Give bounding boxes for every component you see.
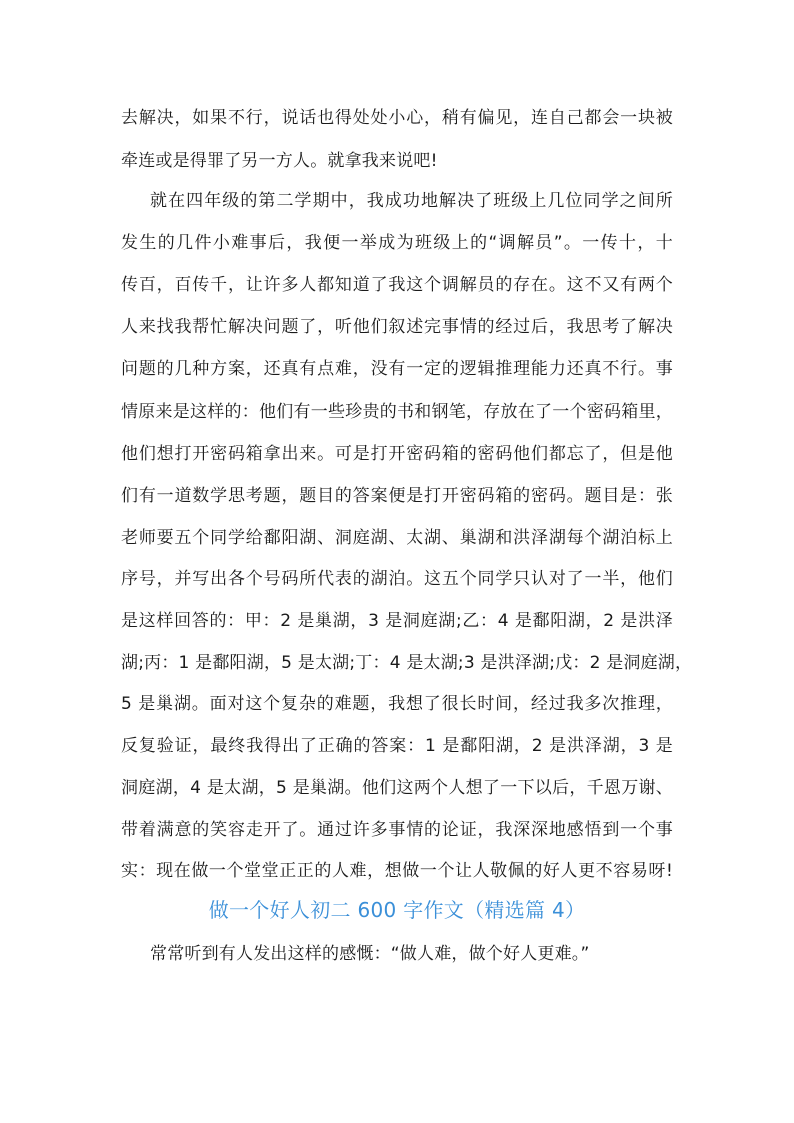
section-heading: 做一个好人初二 600 字作文（精选篇 4） (208, 898, 586, 922)
paragraph-2-line-16: 带着满意的笑容走开了。通过许多事情的论证，我深深地感悟到一个事 (121, 820, 673, 840)
paragraph-2-line-17: 实：现在做一个堂堂正正的人难，想做一个让人敬佩的好人更不容易呀! (121, 861, 673, 881)
paragraph-2-line-1: 就在四年级的第二学期中，我成功地解决了班级上几位同学之间所 (150, 191, 673, 211)
paragraph-2-line-6: 情原来是这样的：他们有一些珍贵的书和钢笔，存放在了一个密码箱里， (121, 402, 673, 422)
paragraph-2-line-8: 们有一道数学思考题，题目的答案便是打开密码箱的密码。题目是：张 (121, 486, 673, 506)
paragraph-2-line-3: 传百，百传千，让许多人都知道了我这个调解员的存在。这不又有两个 (121, 275, 673, 295)
paragraph-2-line-2: 发生的几件小难事后，我便一举成为班级上的“调解员”。一传十，十 (121, 233, 673, 253)
paragraph-2-line-7: 他们想打开密码箱拿出来。可是打开密码箱的密码他们都忘了，但是他 (121, 444, 673, 464)
paragraph-2-line-15: 洞庭湖，4 是太湖，5 是巢湖。他们这两个人想了一下以后，千恩万谢、 (121, 778, 673, 798)
paragraph-2-line-12: 湖;丙：1 是鄱阳湖，5 是太湖;丁：4 是太湖;3 是洪泽湖;戊：2 是洞庭湖， (121, 653, 693, 673)
paragraph-2-line-9: 老师要五个同学给鄱阳湖、洞庭湖、太湖、巢湖和洪泽湖每个湖泊标上 (121, 528, 673, 548)
paragraph-1-line-1: 去解决，如果不行，说话也得处处小心，稍有偏见，连自己都会一块被 (121, 108, 673, 128)
paragraph-2-line-10: 序号，并写出各个号码所代表的湖泊。这五个同学只认对了一半，他们 (121, 569, 673, 589)
paragraph-2-line-4: 人来找我帮忙解决问题了，听他们叙述完事情的经过后，我思考了解决 (121, 317, 673, 337)
paragraph-2-line-11: 是这样回答的：甲：2 是巢湖，3 是洞庭湖;乙：4 是鄱阳湖，2 是洪泽 (121, 611, 673, 631)
paragraph-2-line-13: 5 是巢湖。面对这个复杂的难题，我想了很长时间，经过我多次推理， (121, 694, 673, 714)
paragraph-2-line-14: 反复验证，最终我得出了正确的答案：1 是鄱阳湖，2 是洪泽湖，3 是 (121, 736, 673, 756)
paragraph-3-line-1: 常常听到有人发出这样的感慨：“做人难，做个好人更难。” (150, 944, 590, 964)
paragraph-2-line-5: 问题的几种方案，还真有点难，没有一定的逻辑推理能力还真不行。事 (121, 359, 673, 379)
paragraph-1-line-2: 牵连或是得罪了另一方人。就拿我来说吧! (121, 151, 438, 171)
